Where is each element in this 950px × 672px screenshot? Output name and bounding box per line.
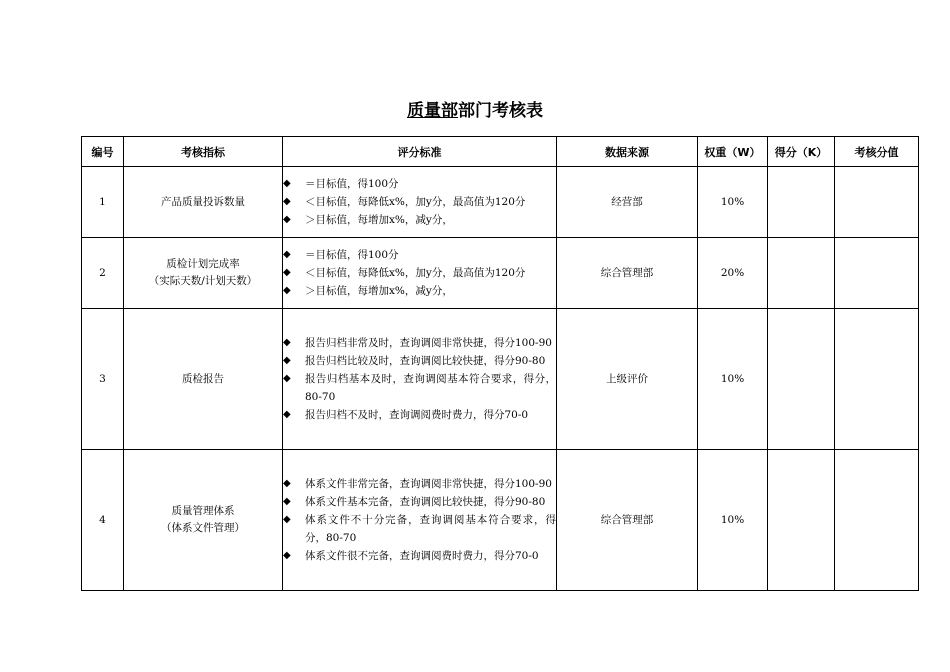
header-score: 得分（K） [768, 137, 835, 167]
criteria-text: ＝目标值，得100分 [305, 249, 399, 261]
score-cell [768, 238, 835, 309]
diamond-bullet-icon: ◆ [283, 267, 291, 278]
criteria-item [283, 511, 556, 547]
criteria-cell [283, 238, 557, 309]
header-criteria: 评分标准 [283, 137, 557, 167]
criteria-item [283, 211, 556, 229]
page-title-suffix: 部门考核表 [458, 101, 543, 121]
diamond-bullet-icon: ◆ [283, 478, 291, 489]
assessment-value-cell [835, 167, 919, 238]
data-source: 综合管理部 [557, 238, 698, 309]
criteria-text: ＜目标值，每降低x%，加y分，最高值为120分 [305, 267, 526, 279]
header-source: 数据来源 [557, 137, 698, 167]
criteria-item [283, 193, 556, 211]
score-cell [768, 167, 835, 238]
diamond-bullet-icon: ◆ [283, 178, 291, 189]
table-row [82, 450, 919, 591]
diamond-bullet-icon: ◆ [283, 550, 291, 561]
indicator-name: 质检计划完成率 [166, 258, 240, 270]
indicator-name: 质检报告 [182, 372, 224, 385]
criteria-text: 体系文件很不完备，查询调阅费时费力，得分70-0 [305, 550, 539, 562]
row-number: 1 [82, 167, 124, 238]
page-title [0, 96, 950, 121]
criteria-cell [283, 167, 557, 238]
criteria-text: ＞目标值，每增加x%，减y分， [305, 214, 453, 226]
diamond-bullet-icon: ◆ [283, 409, 291, 420]
page-title-department: 质量部 [407, 101, 458, 121]
criteria-item [283, 547, 556, 565]
data-source: 经营部 [557, 167, 698, 238]
diamond-bullet-icon: ◆ [283, 373, 291, 384]
header-value: 考核分值 [835, 137, 919, 167]
criteria-item [283, 264, 556, 282]
criteria-item [283, 334, 556, 352]
assessment-value-cell [835, 309, 919, 450]
diamond-bullet-icon: ◆ [283, 214, 291, 225]
table-row [82, 238, 919, 309]
data-source: 上级评价 [557, 309, 698, 450]
diamond-bullet-icon: ◆ [283, 285, 291, 296]
score-cell [768, 450, 835, 591]
indicator-note: （实际天数/计划天数） [148, 275, 258, 287]
criteria-text: 体系文件非常完备，查询调阅非常快捷，得分100-90 [305, 478, 552, 490]
criteria-text: 报告归档不及时，查询调阅费时费力，得分70-0 [305, 409, 529, 421]
assessment-value-cell [835, 238, 919, 309]
criteria-item [283, 493, 556, 511]
weight-value: 10% [698, 309, 768, 450]
header-weight: 权重（W） [698, 137, 768, 167]
indicator-cell [124, 167, 283, 238]
criteria-item [283, 406, 556, 424]
table-row [82, 309, 919, 450]
criteria-text: 报告归档基本及时，查询调阅基本符合要求，得分，80-70 [305, 373, 556, 403]
criteria-cell [283, 309, 557, 450]
criteria-item [283, 475, 556, 493]
weight-value: 20% [698, 238, 768, 309]
diamond-bullet-icon: ◆ [283, 496, 291, 507]
weight-value: 10% [698, 167, 768, 238]
weight-value: 10% [698, 450, 768, 591]
indicator-note: （体系文件管理） [161, 522, 245, 534]
row-number: 3 [82, 309, 124, 450]
criteria-text: 体系文件不十分完备，查询调阅基本符合要求，得分，80-70 [305, 514, 556, 544]
header-indicator: 考核指标 [124, 137, 283, 167]
criteria-text: 报告归档非常及时，查询调阅非常快捷，得分100-90 [305, 337, 552, 349]
row-number: 4 [82, 450, 124, 591]
score-cell [768, 309, 835, 450]
indicator-name: 产品质量投诉数量 [161, 195, 245, 208]
diamond-bullet-icon: ◆ [283, 196, 291, 207]
criteria-item [283, 246, 556, 264]
criteria-item [283, 370, 556, 406]
diamond-bullet-icon: ◆ [283, 249, 291, 260]
diamond-bullet-icon: ◆ [283, 355, 291, 366]
criteria-text: 体系文件基本完备，查询调阅比较快捷，得分90-80 [305, 496, 546, 508]
indicator-cell [124, 309, 283, 450]
indicator-name: 质量管理体系 [171, 505, 235, 517]
criteria-text: ＝目标值，得100分 [305, 178, 399, 190]
criteria-item [283, 282, 556, 300]
header-row [82, 137, 919, 167]
assessment-table [81, 136, 919, 591]
row-number: 2 [82, 238, 124, 309]
criteria-cell [283, 450, 557, 591]
table-row [82, 167, 919, 238]
indicator-cell [124, 450, 283, 591]
indicator-cell [124, 238, 283, 309]
criteria-text: 报告归档比较及时，查询调阅比较快捷，得分90-80 [305, 355, 546, 367]
data-source: 综合管理部 [557, 450, 698, 591]
criteria-item [283, 352, 556, 370]
diamond-bullet-icon: ◆ [283, 337, 291, 348]
criteria-item [283, 175, 556, 193]
header-no: 编号 [82, 137, 124, 167]
assessment-value-cell [835, 450, 919, 591]
criteria-text: ＜目标值，每降低x%，加y分，最高值为120分 [305, 196, 526, 208]
criteria-text: ＞目标值，每增加x%，减y分， [305, 285, 453, 297]
diamond-bullet-icon: ◆ [283, 514, 291, 525]
